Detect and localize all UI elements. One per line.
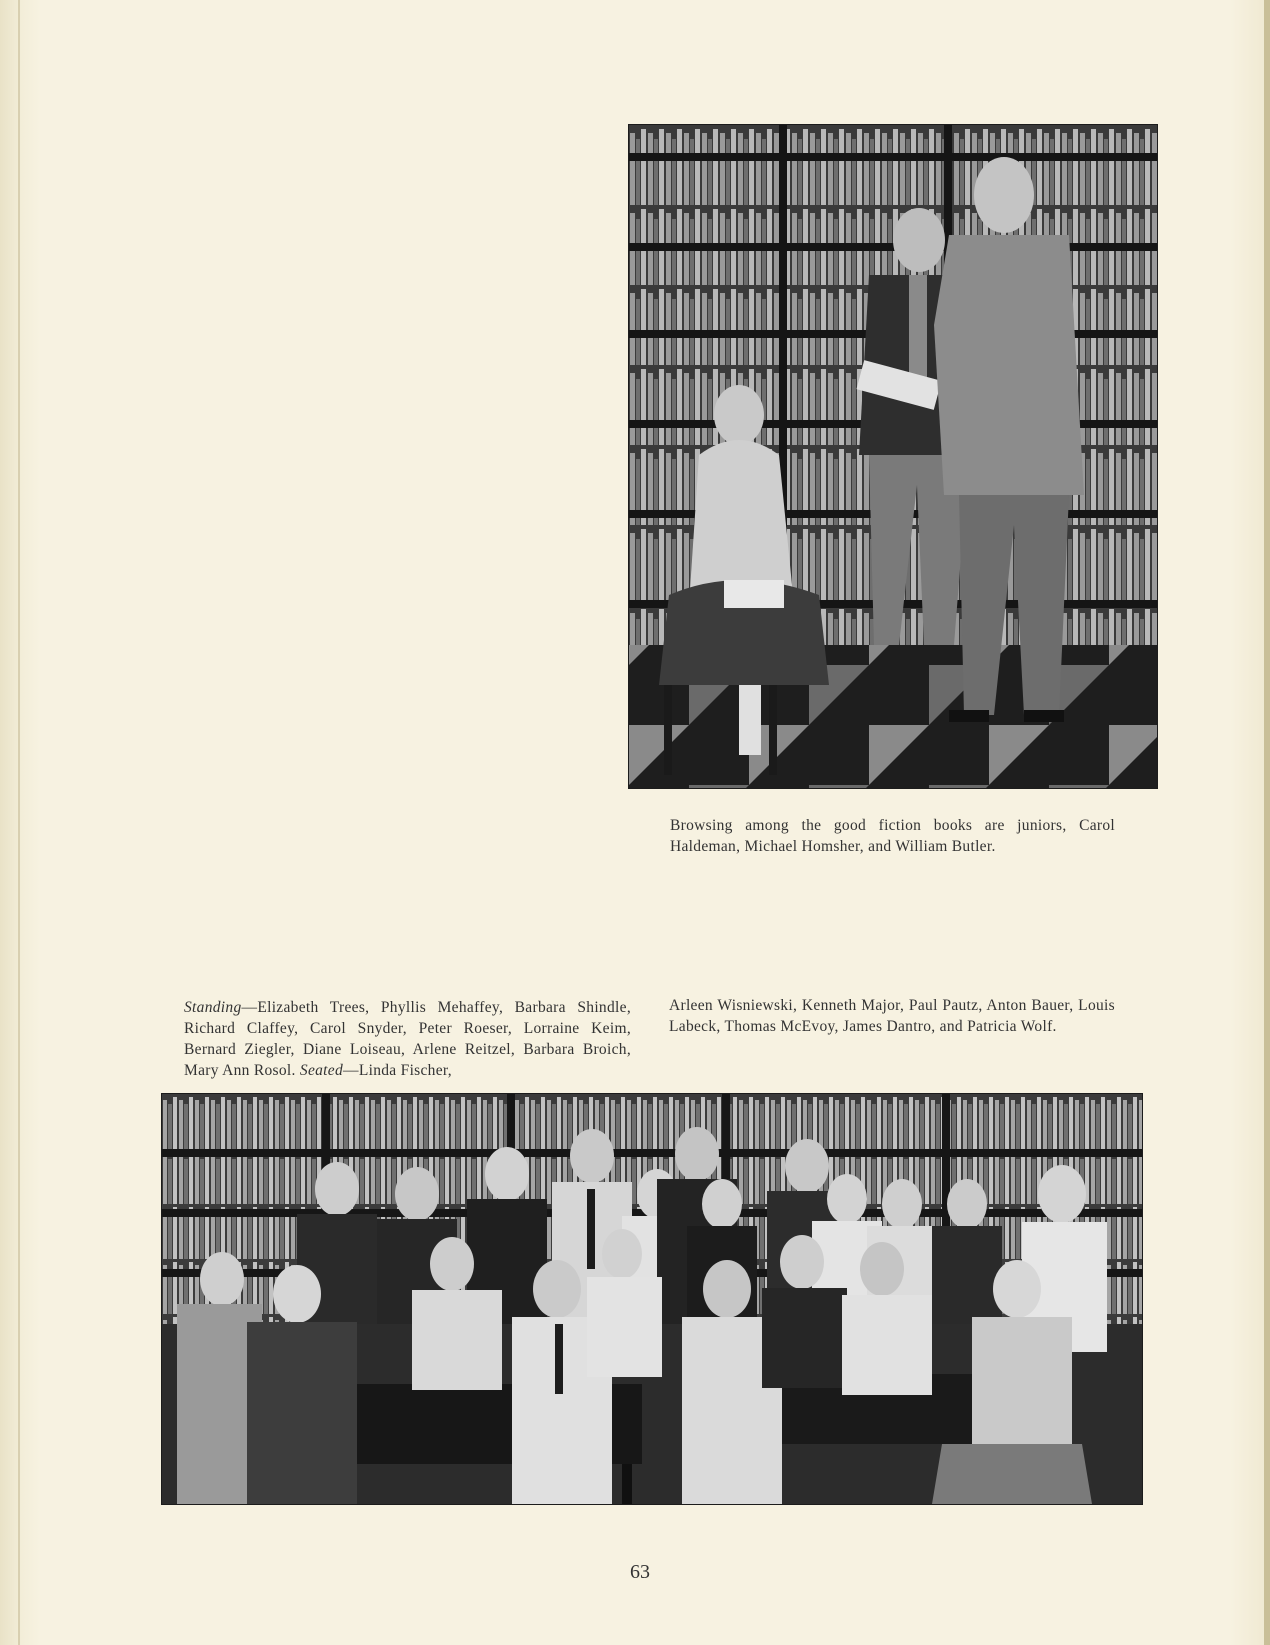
standing-label: Standing — [184, 999, 242, 1016]
standing-names: —Elizabeth Trees, Phyllis Mehaffey, Barbara Shindle, Richard Claffey, Carol Snyder, Peter Roeser, Lorraine Keim, Bernard Ziegler, Diane Loiseau, Arlene Reitzel, Barbara Broich, Mary Ann Rosol. — [184, 999, 631, 1079]
page-number: 63 — [630, 1561, 650, 1583]
seated-names-start: —Linda Fischer, — [343, 1062, 452, 1079]
binding-gutter — [18, 0, 20, 1645]
top-photo-caption: Browsing among the good fiction books are juniors, Carol Haldeman, Michael Homsher, and William Butler. — [670, 817, 1115, 855]
library-browsing-photo — [628, 124, 1158, 789]
page-edge — [1264, 0, 1270, 1645]
group-photo-caption-left — [184, 997, 631, 1081]
library-group-photo — [161, 1093, 1143, 1505]
seated-label: Seated — [299, 1062, 344, 1079]
group-photo-caption-right: Arleen Wisniewski, Kenneth Major, Paul Pautz, Anton Bauer, Louis Labeck, Thomas McEvoy, James Dantro, and Patricia Wolf. — [669, 997, 1115, 1035]
